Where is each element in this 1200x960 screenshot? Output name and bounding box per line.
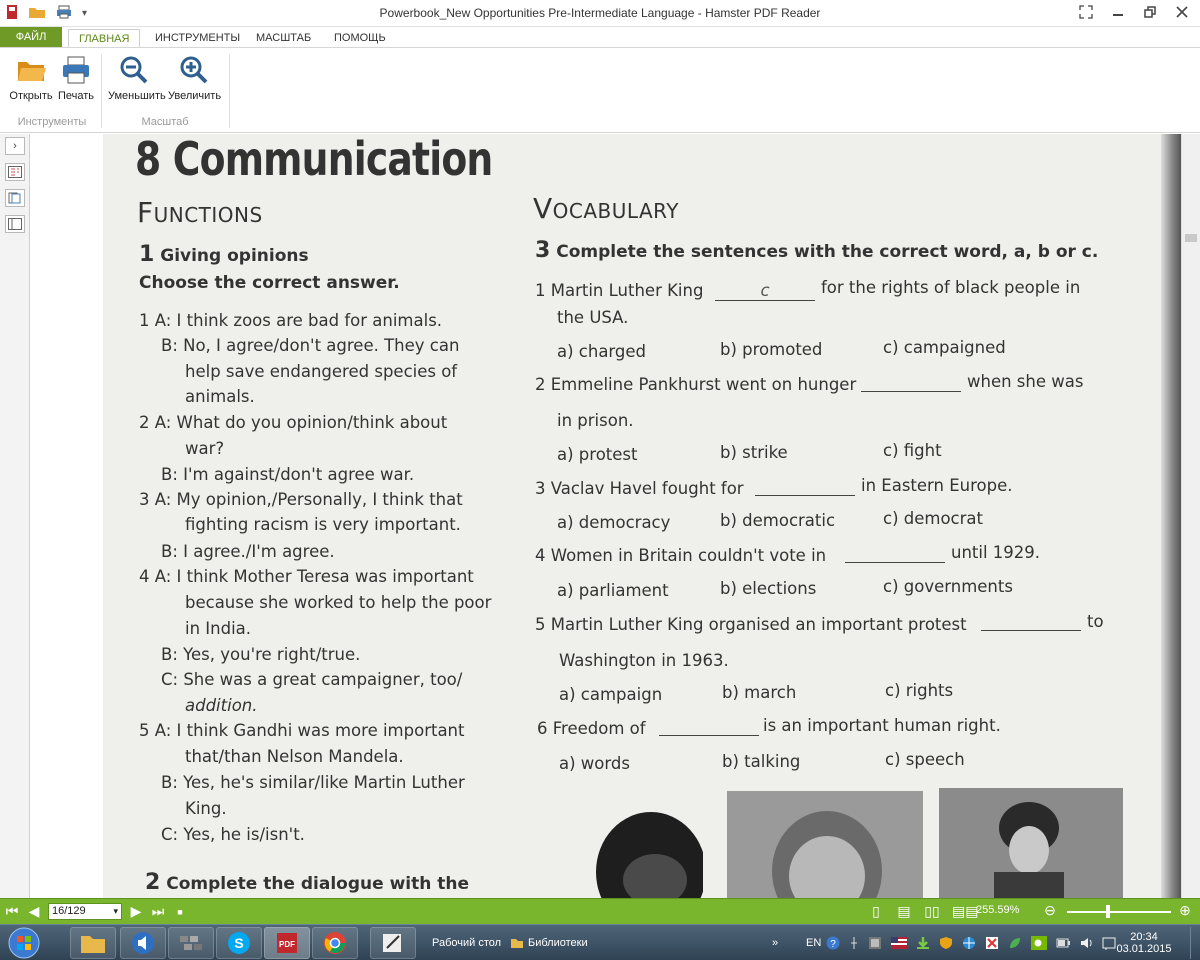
folder-open-icon bbox=[15, 54, 47, 86]
vocab-question: 1 Martin Luther King bbox=[535, 281, 704, 300]
vertical-scrollbar[interactable] bbox=[1181, 134, 1200, 898]
text-line: 2 A: What do you opinion/think about bbox=[139, 413, 448, 432]
zoom-out-label: Уменьшить bbox=[108, 90, 166, 102]
text-line: addition. bbox=[185, 696, 258, 715]
continuous-facing-view-icon[interactable]: ▤▤ bbox=[952, 903, 979, 919]
pdf-icon bbox=[275, 931, 299, 955]
vocab-question: to bbox=[1087, 612, 1104, 631]
flag-icon bbox=[891, 937, 907, 949]
status-bar bbox=[0, 898, 1200, 924]
ribbon-panel bbox=[0, 47, 1200, 133]
text-line: fighting racism is very important. bbox=[185, 515, 461, 534]
thumbnails-icon[interactable] bbox=[5, 189, 25, 207]
ribbon-separator bbox=[101, 54, 102, 128]
vocab-question: is an important human right. bbox=[763, 716, 1001, 735]
text-line: 1 A: I think zoos are bad for animals. bbox=[139, 311, 443, 330]
vocab-question: the USA. bbox=[557, 308, 629, 327]
answer-blank bbox=[755, 495, 855, 496]
show-desktop-button[interactable] bbox=[1190, 927, 1200, 959]
exercise-title-text: Complete the sentences with the correct word, a, b or c. bbox=[556, 242, 1099, 262]
volume-icon bbox=[1079, 936, 1093, 950]
clock[interactable] bbox=[1116, 927, 1172, 959]
zoom-out-button[interactable] bbox=[108, 54, 166, 102]
taskbar-desktop-label[interactable]: Рабочий стол bbox=[432, 937, 502, 949]
text-line: B: No, I agree/don't agree. They can bbox=[161, 336, 460, 355]
exercise-title-text: Giving opinions bbox=[160, 246, 309, 266]
facing-view-icon[interactable]: ▯▯ bbox=[924, 903, 940, 919]
zoom-in-button[interactable] bbox=[168, 54, 220, 102]
prev-page-icon[interactable]: ◀ bbox=[28, 903, 40, 919]
open-button-label: Открыть bbox=[9, 90, 53, 102]
photo-vaclav-havel bbox=[727, 791, 923, 898]
print-button[interactable] bbox=[50, 54, 102, 102]
zoom-out-small-icon[interactable]: ⊖ bbox=[1044, 902, 1056, 918]
start-button[interactable] bbox=[4, 927, 44, 959]
ribbon-separator bbox=[229, 54, 230, 128]
option-b: b) march bbox=[722, 683, 797, 702]
svg-text:S: S bbox=[234, 935, 244, 951]
skype-icon bbox=[227, 931, 251, 955]
zoom-slider-handle[interactable] bbox=[1106, 905, 1110, 918]
zoom-in-icon bbox=[178, 54, 210, 86]
window-title: Powerbook_New Opportunities Pre-Intermediate Language - Hamster PDF Reader bbox=[379, 6, 821, 20]
vocab-question: when she was bbox=[967, 372, 1084, 391]
customize-toolbar-icon[interactable]: ▾ bbox=[82, 8, 88, 19]
document-viewport[interactable] bbox=[31, 134, 1181, 898]
taskbar-app-blocks[interactable] bbox=[168, 927, 214, 959]
vocab-question: Washington in 1963. bbox=[559, 651, 729, 670]
option-a: a) democracy bbox=[557, 513, 671, 532]
zoom-slider-track[interactable] bbox=[1067, 911, 1171, 913]
vocab-question: 4 Women in Britain couldn't vote in bbox=[535, 546, 827, 565]
vocab-question: 2 Emmeline Pankhurst went on hunger bbox=[535, 375, 857, 394]
minimize-button[interactable] bbox=[1106, 3, 1130, 21]
exercise-2-title bbox=[145, 870, 469, 895]
vocab-question: for the rights of black people in bbox=[821, 278, 1081, 297]
taskbar-pdf-reader[interactable] bbox=[264, 927, 310, 959]
close-button[interactable] bbox=[1170, 3, 1194, 21]
last-page-icon[interactable]: ⏭ bbox=[151, 903, 165, 919]
next-page-icon[interactable]: ▶ bbox=[130, 903, 142, 919]
option-c: c) governments bbox=[883, 577, 1013, 596]
group-label-tools: Инструменты bbox=[17, 116, 87, 128]
ribbon-tabs bbox=[0, 27, 1200, 47]
svg-text:PDF: PDF bbox=[279, 940, 295, 949]
text-line: B: Yes, you're right/true. bbox=[161, 645, 361, 664]
taskbar-skype[interactable] bbox=[216, 927, 262, 959]
answer-blank: c bbox=[715, 281, 815, 301]
taskbar-chrome[interactable] bbox=[312, 927, 358, 959]
text-line: help save endangered species of bbox=[185, 362, 458, 381]
exercise-number: 3 bbox=[535, 238, 551, 263]
vocab-question: in prison. bbox=[557, 411, 634, 430]
first-page-icon[interactable]: ⏮ bbox=[5, 903, 19, 919]
answer-blank bbox=[845, 562, 945, 563]
single-page-view-icon[interactable]: ▯ bbox=[872, 903, 880, 919]
taskbar-explorer[interactable] bbox=[70, 927, 116, 959]
pen-document-icon bbox=[381, 932, 405, 954]
exercise-number: 1 bbox=[139, 242, 155, 267]
option-c: c) campaigned bbox=[883, 338, 1006, 357]
option-c: c) rights bbox=[885, 681, 954, 700]
option-b: b) democratic bbox=[720, 511, 836, 530]
folder-icon bbox=[80, 932, 106, 954]
fullscreen-icon[interactable] bbox=[1074, 3, 1098, 21]
panel-icon[interactable] bbox=[5, 215, 25, 233]
functions-heading: Functions bbox=[137, 196, 263, 229]
help-icon bbox=[826, 936, 840, 950]
taskbar-libraries-label: Библиотеки bbox=[528, 937, 588, 949]
text-line: in India. bbox=[185, 619, 252, 638]
tab-file[interactable]: ФАЙЛ bbox=[0, 27, 62, 47]
windows-taskbar bbox=[0, 924, 1200, 960]
vocabulary-heading: Vocabulary bbox=[533, 192, 680, 225]
option-a: a) campaign bbox=[559, 685, 663, 704]
option-a: a) protest bbox=[557, 445, 638, 464]
text-line: B: I agree./I'm agree. bbox=[161, 542, 335, 561]
text-line: 3 A: My opinion,/Personally, I think that bbox=[139, 490, 463, 509]
chevron-down-icon[interactable]: ▾ bbox=[113, 906, 118, 916]
exercise-1-instruction: Choose the correct answer. bbox=[139, 273, 400, 293]
zoom-in-small-icon[interactable]: ⊕ bbox=[1179, 902, 1191, 918]
vocab-question: until 1929. bbox=[951, 543, 1041, 562]
option-c: c) fight bbox=[883, 441, 942, 460]
option-b: b) promoted bbox=[720, 340, 823, 359]
tab-home[interactable]: ГЛАВНАЯ bbox=[68, 29, 140, 47]
blocks-icon bbox=[178, 932, 204, 954]
option-a: a) parliament bbox=[557, 581, 669, 600]
tab-help[interactable]: ПОМОЩЬ bbox=[334, 32, 386, 44]
vocab-question: 3 Vaclav Havel fought for bbox=[535, 479, 744, 498]
text-line: B: I'm against/don't agree war. bbox=[161, 465, 415, 484]
text-line: animals. bbox=[185, 387, 255, 406]
tray-pin-icon bbox=[849, 936, 859, 950]
printer-icon bbox=[60, 54, 92, 86]
globe-icon bbox=[962, 936, 976, 950]
exercise-title-text: Complete the dialogue with the bbox=[166, 874, 470, 894]
page-edge-shadow bbox=[1161, 134, 1181, 898]
toolbar-expand-icon[interactable]: » bbox=[772, 937, 779, 949]
option-a: a) charged bbox=[557, 342, 647, 361]
page-number-value: 16/129 bbox=[52, 905, 86, 917]
continuous-view-icon[interactable]: ▤ bbox=[897, 903, 911, 919]
windows-logo-icon bbox=[8, 927, 40, 959]
option-b: b) strike bbox=[720, 443, 788, 462]
leaf-icon bbox=[1008, 936, 1022, 950]
text-line: war? bbox=[185, 439, 225, 458]
text-line: that/than Nelson Mandela. bbox=[185, 747, 404, 766]
action-center-icon bbox=[1102, 936, 1116, 950]
bookmarks-icon[interactable] bbox=[5, 163, 25, 181]
option-c: c) democrat bbox=[883, 509, 983, 528]
battery-icon bbox=[1056, 936, 1070, 950]
clock-time: 20:34 bbox=[1130, 931, 1158, 943]
option-a: a) words bbox=[559, 754, 630, 773]
photo-emmeline-pankhurst bbox=[939, 788, 1123, 898]
vocab-question: in Eastern Europe. bbox=[861, 476, 1013, 495]
system-tray bbox=[826, 927, 1116, 959]
language-indicator[interactable]: EN bbox=[806, 937, 822, 949]
scrollbar-thumb[interactable] bbox=[1185, 234, 1197, 242]
taskbar-editor[interactable] bbox=[370, 927, 416, 959]
page-number-input[interactable] bbox=[48, 903, 122, 920]
speaker-icon bbox=[131, 931, 155, 955]
text-line: C: Yes, he is/isn't. bbox=[161, 825, 305, 844]
shield-icon bbox=[939, 936, 953, 950]
text-line: because she worked to help the poor bbox=[185, 593, 492, 612]
expand-sidebar-icon[interactable]: › bbox=[5, 137, 25, 155]
taskbar-media-player[interactable] bbox=[120, 927, 166, 959]
answer-blank bbox=[861, 391, 961, 392]
text-line: 4 A: I think Mother Teresa was important bbox=[139, 567, 474, 586]
exercise-1-title bbox=[139, 242, 309, 267]
zoom-out-icon bbox=[118, 54, 150, 86]
print-button-label: Печать bbox=[57, 90, 95, 102]
vocab-question: 5 Martin Luther King organised an important protest bbox=[535, 615, 967, 634]
zoom-level: 255.59% bbox=[976, 904, 1020, 916]
title-bar bbox=[0, 0, 1200, 27]
photo-martin-luther-king bbox=[583, 802, 703, 898]
answer-blank bbox=[981, 630, 1081, 631]
pdf-page bbox=[103, 134, 1181, 898]
svg-text:?: ? bbox=[830, 939, 836, 950]
nvidia-icon bbox=[1031, 936, 1047, 950]
chapter-title: 8 Communication bbox=[135, 134, 493, 186]
group-label-scale: Масштаб bbox=[141, 116, 189, 128]
zoom-in-label: Увеличить bbox=[168, 90, 222, 102]
taskbar-libraries[interactable] bbox=[510, 927, 588, 959]
tab-tools[interactable]: ИНСТРУМЕНТЫ bbox=[155, 32, 241, 44]
text-line: B: Yes, he's similar/like Martin Luther bbox=[161, 773, 465, 792]
stop-icon[interactable]: ■ bbox=[177, 906, 183, 917]
option-b: b) elections bbox=[720, 579, 817, 598]
left-sidebar bbox=[0, 134, 30, 898]
tab-scale[interactable]: МАСШТАБ bbox=[256, 32, 312, 44]
exercise-3-title bbox=[535, 238, 1098, 263]
text-line: 5 A: I think Gandhi was more important bbox=[139, 721, 465, 740]
exercise-number: 2 bbox=[145, 870, 161, 895]
network-icon bbox=[868, 936, 882, 950]
answer-blank bbox=[659, 735, 759, 736]
vocab-question: 6 Freedom of bbox=[537, 719, 646, 738]
libraries-icon bbox=[510, 937, 524, 949]
option-c: c) speech bbox=[885, 750, 965, 769]
restore-button[interactable] bbox=[1138, 3, 1162, 21]
option-b: b) talking bbox=[722, 752, 801, 771]
download-icon bbox=[916, 936, 930, 950]
chrome-icon bbox=[323, 931, 347, 955]
clock-date: 03.01.2015 bbox=[1116, 943, 1172, 955]
text-line: C: She was a great campaigner, too/ bbox=[161, 670, 463, 689]
text-line: King. bbox=[185, 799, 227, 818]
security-icon bbox=[985, 936, 999, 950]
